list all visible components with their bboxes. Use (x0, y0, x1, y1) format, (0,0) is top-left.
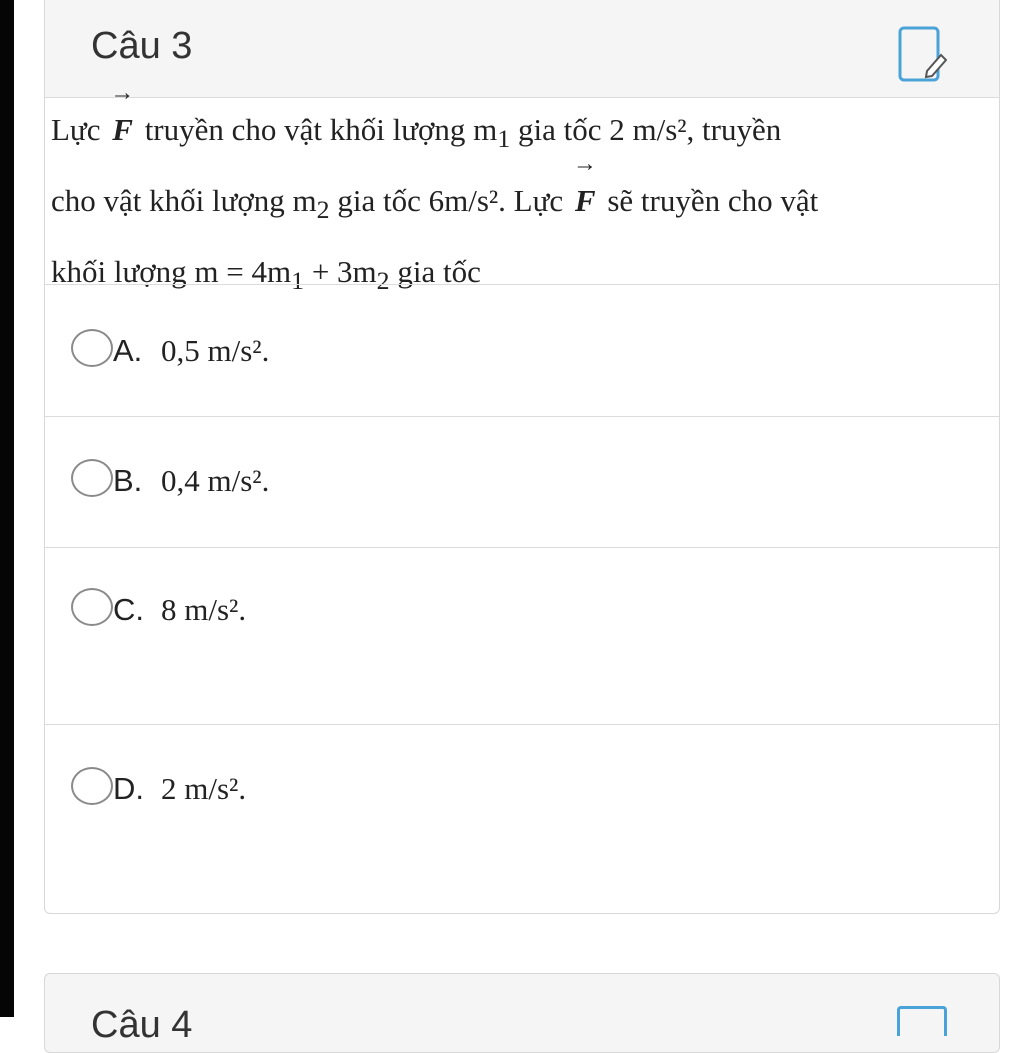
radio-button[interactable] (71, 329, 113, 367)
option-value: 0,5 m/s². (161, 333, 270, 368)
option-value: 2 m/s². (161, 771, 247, 806)
question-card (44, 0, 1000, 914)
option-a[interactable] (45, 285, 999, 417)
question-text (51, 80, 991, 313)
question-title: Câu 3 (91, 25, 193, 67)
note-edit-icon[interactable] (897, 25, 947, 85)
question-line-2: cho vật khối lượng $m_2$ gia tốc 6m/s². Lực → F sẽ truyền cho vật (51, 170, 991, 241)
next-question-title: Câu 4 (91, 1004, 193, 1046)
left-edge-strip (0, 0, 14, 1017)
option-letter: A. (113, 333, 143, 368)
question-header (45, 0, 999, 98)
question-line-3: khối lượng $m = 4m_1 + 3m_2$ gia tốc (51, 254, 481, 296)
vector-arrow-icon: → (572, 151, 597, 178)
radio-button[interactable] (71, 767, 113, 805)
radio-button[interactable] (71, 459, 113, 497)
option-letter: D. (113, 771, 144, 806)
option-b[interactable] (45, 417, 999, 548)
question-line-1: Lực → F truyền cho vật khối lượng $m_1$ gia tốc 2 m/s², truyền (51, 99, 991, 170)
radio-button[interactable] (71, 588, 113, 626)
vector-arrow-icon: → (110, 80, 135, 106)
option-value: 8 m/s². (161, 592, 247, 627)
force-vector-symbol: → F (110, 80, 135, 147)
force-vector-symbol: → F (572, 151, 597, 219)
option-letter: B. (113, 463, 143, 498)
option-d[interactable] (45, 725, 999, 914)
option-value: 0,4 m/s². (161, 463, 270, 498)
next-question-card (44, 973, 1000, 1053)
option-letter: C. (113, 592, 144, 627)
note-edit-icon[interactable] (897, 1006, 947, 1036)
option-c[interactable] (45, 548, 999, 725)
